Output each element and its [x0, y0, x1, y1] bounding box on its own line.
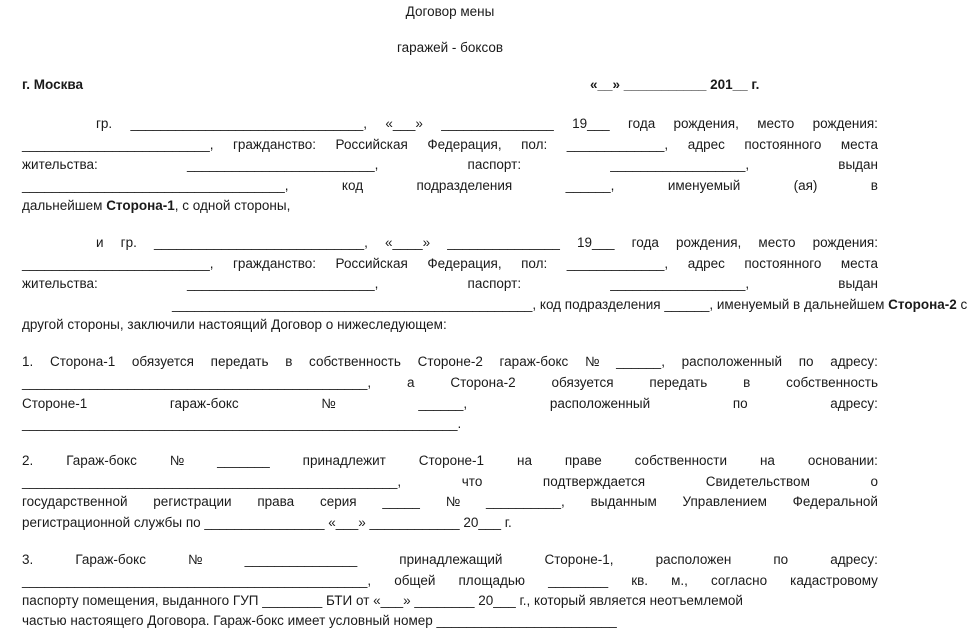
city	[22, 77, 83, 93]
document-subtitle: гаражей - боксов	[396, 40, 504, 55]
word: года	[627, 116, 656, 131]
word: _____________,	[566, 256, 669, 271]
word: расположенный	[681, 354, 783, 369]
word: (ая)	[793, 178, 818, 193]
word: на	[759, 453, 775, 468]
word: постоянного	[744, 137, 822, 152]
word: _________________________,	[186, 157, 379, 172]
word: по	[732, 396, 748, 411]
clause3-line-2	[22, 573, 878, 589]
word: _________________________,	[186, 276, 379, 291]
word: на	[516, 453, 532, 468]
word: ______________________________________________,	[22, 375, 372, 390]
word: подтверждается	[542, 474, 646, 489]
word: ________	[548, 573, 609, 588]
party1-line-1	[96, 116, 878, 132]
word: места	[840, 137, 878, 152]
word: передать	[210, 354, 269, 369]
word: именуемый	[667, 178, 741, 193]
word: жительства:	[22, 157, 98, 172]
word: выдан	[838, 276, 878, 291]
word: Свидетельством	[705, 474, 810, 489]
word: _______	[217, 453, 270, 468]
word: Федерация,	[427, 137, 502, 152]
word: в	[743, 375, 751, 390]
word: серия	[319, 494, 357, 509]
word: _______________	[447, 235, 560, 250]
party2-line-3	[22, 276, 878, 292]
word: общей	[394, 573, 436, 588]
word: гр.	[120, 235, 137, 250]
word: места	[840, 256, 878, 271]
word: _________________________,	[22, 137, 214, 152]
word: расположен	[655, 552, 732, 567]
word: 3.	[22, 552, 34, 567]
word: по	[798, 354, 814, 369]
word: ______________________________________________,	[22, 573, 372, 588]
word: а	[406, 375, 415, 390]
word: Стороне-1	[418, 453, 485, 468]
clause1-line-1	[22, 354, 878, 370]
word: в	[285, 354, 293, 369]
word: жительства:	[22, 276, 98, 291]
word: обязуется	[551, 375, 614, 390]
party1-designation-prefix: дальнейшем	[22, 198, 103, 213]
word: __________,	[485, 494, 565, 509]
clause2-line-1	[22, 453, 878, 469]
word: __________________,	[610, 157, 750, 172]
party1-line-4	[22, 178, 878, 194]
word: праве	[564, 453, 602, 468]
party2-line-4	[172, 297, 967, 313]
word: выдан	[838, 157, 878, 172]
clause2-line-4: регистрационной службы по ________________ «___» ____________ 20___ г.	[22, 515, 512, 530]
word: паспорт:	[467, 157, 522, 172]
word: Федерация,	[427, 256, 502, 271]
clause3-line-3: паспорту помещения, выданного ГУП ________ БТИ от «___» ________ 20___ г., который является неотъемлемой	[22, 593, 743, 608]
word: собственность	[309, 354, 401, 369]
word: принадлежит	[302, 453, 386, 468]
party2-line-4-suffix: с	[956, 297, 967, 312]
party2-line-5: другой стороны, заключили настоящий Договор о нижеследующем:	[22, 317, 447, 332]
word: Гараж-бокс	[75, 552, 146, 567]
party2-line-1	[96, 235, 878, 251]
word: Сторона-1	[49, 354, 116, 369]
word: гражданство:	[232, 256, 317, 271]
party1-designation: Сторона-1	[106, 198, 175, 213]
word: гр.	[96, 116, 113, 131]
word: года	[631, 235, 659, 250]
word: 19___	[576, 235, 615, 250]
word: регистрации	[153, 494, 232, 509]
word: Стороне-2	[417, 354, 483, 369]
party1-line-3	[22, 157, 878, 173]
word: ___________________________________,	[22, 178, 289, 193]
word: по	[773, 552, 789, 567]
word: №	[169, 453, 185, 468]
word: права	[257, 494, 295, 509]
word: постоянного	[744, 256, 822, 271]
contract-date-text: «__» ___________ 201__ г.	[590, 77, 760, 92]
word: пол:	[521, 137, 548, 152]
word: расположенный	[549, 396, 651, 411]
word: _______________	[244, 552, 358, 567]
word: адрес	[687, 137, 725, 152]
word: Стороне-1	[22, 396, 88, 411]
word: №	[584, 354, 600, 369]
word: что	[461, 474, 483, 489]
party2-line-2	[22, 256, 878, 272]
word: _____	[382, 494, 420, 509]
word: кв.	[631, 573, 649, 588]
word: передать	[649, 375, 708, 390]
word: адресу:	[830, 552, 878, 567]
word: №	[321, 396, 336, 411]
word: гражданство:	[232, 137, 317, 152]
word: рождения:	[812, 116, 878, 131]
word: основании:	[807, 453, 878, 468]
word: 2.	[22, 453, 34, 468]
word: _________________________,	[22, 256, 214, 271]
word: 19___	[572, 116, 610, 131]
word: Стороне-1,	[544, 552, 614, 567]
clause1-line-2	[22, 375, 878, 391]
party1-designation-suffix: , с одной стороны,	[174, 198, 291, 213]
word: ____________________________,	[153, 235, 368, 250]
clause3-line-1	[22, 552, 878, 568]
word: Российская	[335, 256, 408, 271]
word: _____________,	[566, 137, 669, 152]
word: адрес	[687, 256, 725, 271]
clause2-line-3	[22, 494, 878, 510]
clause1-line-4: __________________________________________________________.	[22, 416, 462, 431]
word: обязуется	[131, 354, 194, 369]
word: код	[341, 178, 364, 193]
word: согласно	[710, 573, 768, 588]
word: Управлением	[682, 494, 767, 509]
word: «____»	[385, 235, 431, 250]
clause2-line-2	[22, 474, 878, 490]
word: _______________	[441, 116, 554, 131]
word: ______,	[418, 396, 468, 411]
word: 1.	[22, 354, 34, 369]
word: __________________,	[610, 276, 750, 291]
word: подразделения	[416, 178, 513, 193]
word: рождения,	[675, 235, 742, 250]
word: гараж-бокс	[169, 396, 239, 411]
word: принадлежащий	[399, 552, 503, 567]
word: адресу:	[830, 396, 878, 411]
word: Сторона-2	[450, 375, 516, 390]
word: №	[188, 552, 203, 567]
word: гараж-бокс	[499, 354, 569, 369]
word: собственность	[786, 375, 878, 390]
contract-date	[590, 77, 759, 93]
word: Российская	[335, 137, 408, 152]
word: ______,	[565, 178, 615, 193]
word: ______,	[616, 354, 665, 369]
word: паспорт:	[467, 276, 522, 291]
word: собственности	[634, 453, 728, 468]
word: площадью	[458, 573, 525, 588]
word: выданным	[590, 494, 657, 509]
word: Гараж-бокс	[66, 453, 137, 468]
party1-line-5	[22, 198, 290, 214]
word: и	[96, 235, 104, 250]
word: рождения,	[673, 116, 739, 131]
word: _______________________________,	[130, 116, 368, 131]
word: рождения:	[812, 235, 878, 250]
city-text: г. Москва	[22, 77, 83, 92]
party1-line-2	[22, 137, 878, 153]
word: кадастровому	[790, 573, 878, 588]
word: государственной	[22, 494, 128, 509]
word: __________________________________________________,	[22, 474, 402, 489]
word: «___»	[385, 116, 423, 131]
word: в	[870, 178, 878, 193]
word: место	[758, 235, 796, 250]
clause3-line-4: частью настоящего Договора. Гараж-бокс имеет условный номер ________________________	[22, 613, 617, 628]
clause1-line-3	[22, 396, 878, 412]
word: о	[870, 474, 878, 489]
word: Федеральной	[792, 494, 878, 509]
word: адресу:	[830, 354, 878, 369]
party2-line-4-text: ________________________________________________, код подразделения ______, именуемый в дальнейшем	[172, 297, 889, 312]
word: пол:	[521, 256, 548, 271]
word: место	[757, 116, 795, 131]
word: м.,	[671, 573, 688, 588]
party2-designation: Сторона-2	[888, 297, 957, 312]
word: №	[445, 494, 461, 509]
document-title: Договор мены	[405, 4, 495, 19]
